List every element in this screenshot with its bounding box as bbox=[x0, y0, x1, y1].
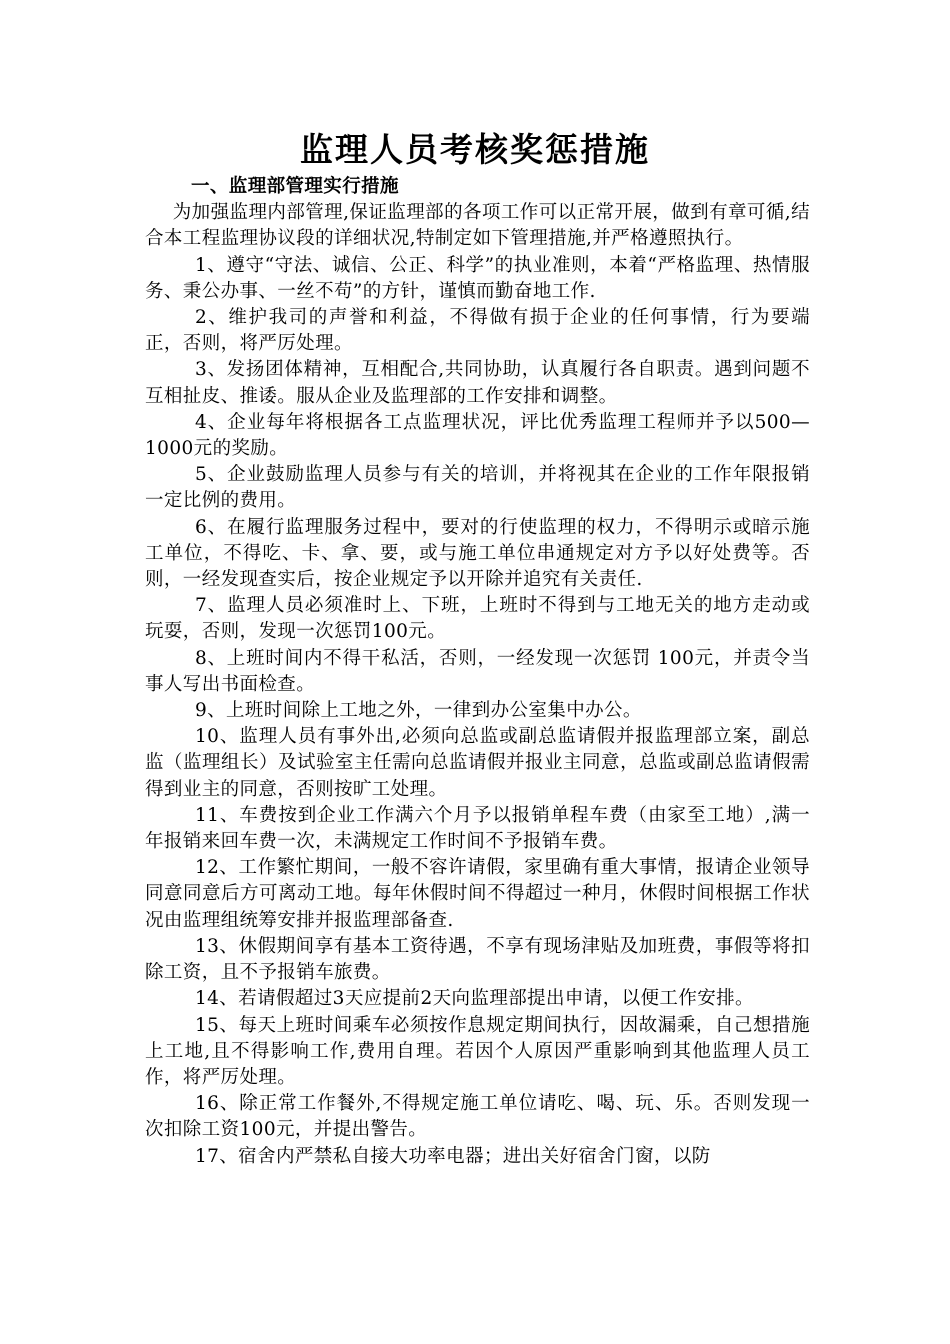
rule-item: 2、维护我司的声誉和利益，不得做有损于企业的任何事情，行为要端正，否则，将严厉处理。 bbox=[145, 307, 810, 355]
intro-paragraph: 为加强监理内部管理,保证监理部的各项工作可以正常开展，做到有章可循,结合本工程监理协议段的详细状况,特制定如下管理措施,并严格遵照执行。 bbox=[145, 202, 810, 250]
rule-item: 1、遵守“守法、诚信、公正、科学”的执业准则，本着“严格监理、热情服务、秉公办事、一丝不苟”的方针，谨慎而勤奋地工作. bbox=[145, 254, 810, 302]
rule-item: 17、宿舍内严禁私自接大功率电器；进出关好宿舍门窗，以防 bbox=[194, 1145, 711, 1167]
section-heading: 一、监理部管理实行措施 bbox=[191, 176, 399, 197]
rule-item: 12、工作繁忙期间，一般不容许请假，家里确有重大事情，报请企业领导同意同意后方可离动工地。每年休假时间不得超过一种月，休假时间根据工作状况由监理组统筹安排并报监理部备查. bbox=[145, 857, 810, 931]
rule-item: 8、上班时间内不得干私活，否则，一经发现一次惩罚 100元，并责令当事人写出书面检查。 bbox=[145, 647, 810, 695]
rule-item: 3、发扬团体精神，互相配合,共同协助，认真履行各自职责。遇到问题不互相扯皮、推诿。服从企业及监理部的工作安排和调整。 bbox=[145, 359, 810, 407]
rule-item: 9、上班时间除上工地之外，一律到办公室集中办公。 bbox=[194, 700, 642, 722]
rule-item: 15、每天上班时间乘车必须按作息规定期间执行，因故漏乘，自己想措施上工地,且不得影响工作,费用自理。若因个人原因严重影响到其他监理人员工作，将严厉处理。 bbox=[145, 1014, 810, 1088]
rule-item: 13、休假期间享有基本工资待遇，不享有现场津贴及加班费，事假等将扣除工资，且不予报销车旅费。 bbox=[145, 935, 810, 984]
rule-item: 11、车费按到企业工作满六个月予以报销单程车费（由家至工地）,满一年报销来回车费一次，未满规定工作时间不予报销车费。 bbox=[145, 804, 810, 853]
document-title: 监理人员考核奖惩措施 bbox=[300, 130, 650, 169]
rule-item: 4、企业每年将根据各工点监理状况，评比优秀监理工程师并予以500—1000元的奖励。 bbox=[145, 411, 810, 460]
rule-item: 14、若请假超过3天应提前2天向监理部提出申请，以便工作安排。 bbox=[194, 988, 754, 1010]
document-body bbox=[145, 174, 810, 1170]
rule-item: 16、除正常工作餐外,不得规定施工单位请吃、喝、玩、乐。否则发现一次扣除工资100元，并提出警告。 bbox=[145, 1093, 810, 1141]
rule-item: 7、监理人员必须准时上、下班，上班时不得到与工地无关的地方走动或玩耍，否则，发现一次惩罚100元。 bbox=[145, 595, 810, 643]
rule-item: 5、企业鼓励监理人员参与有关的培训，并将视其在企业的工作年限报销一定比例的费用。 bbox=[145, 464, 810, 512]
rule-item: 10、监理人员有事外出,必须向总监或副总监请假并报监理部立案，副总监（监理组长）及试验室主任需向总监请假并报业主同意，总监或副总监请假需得到业主的同意，否则按旷工处理。 bbox=[145, 726, 810, 800]
rule-item: 6、在履行监理服务过程中，要对的行使监理的权力，不得明示或暗示施工单位，不得吃、卡、拿、要，或与施工单位串通规定对方予以好处费等。否则，一经发现查实后，按企业规定予以开除并追究有关责任. bbox=[145, 516, 810, 591]
